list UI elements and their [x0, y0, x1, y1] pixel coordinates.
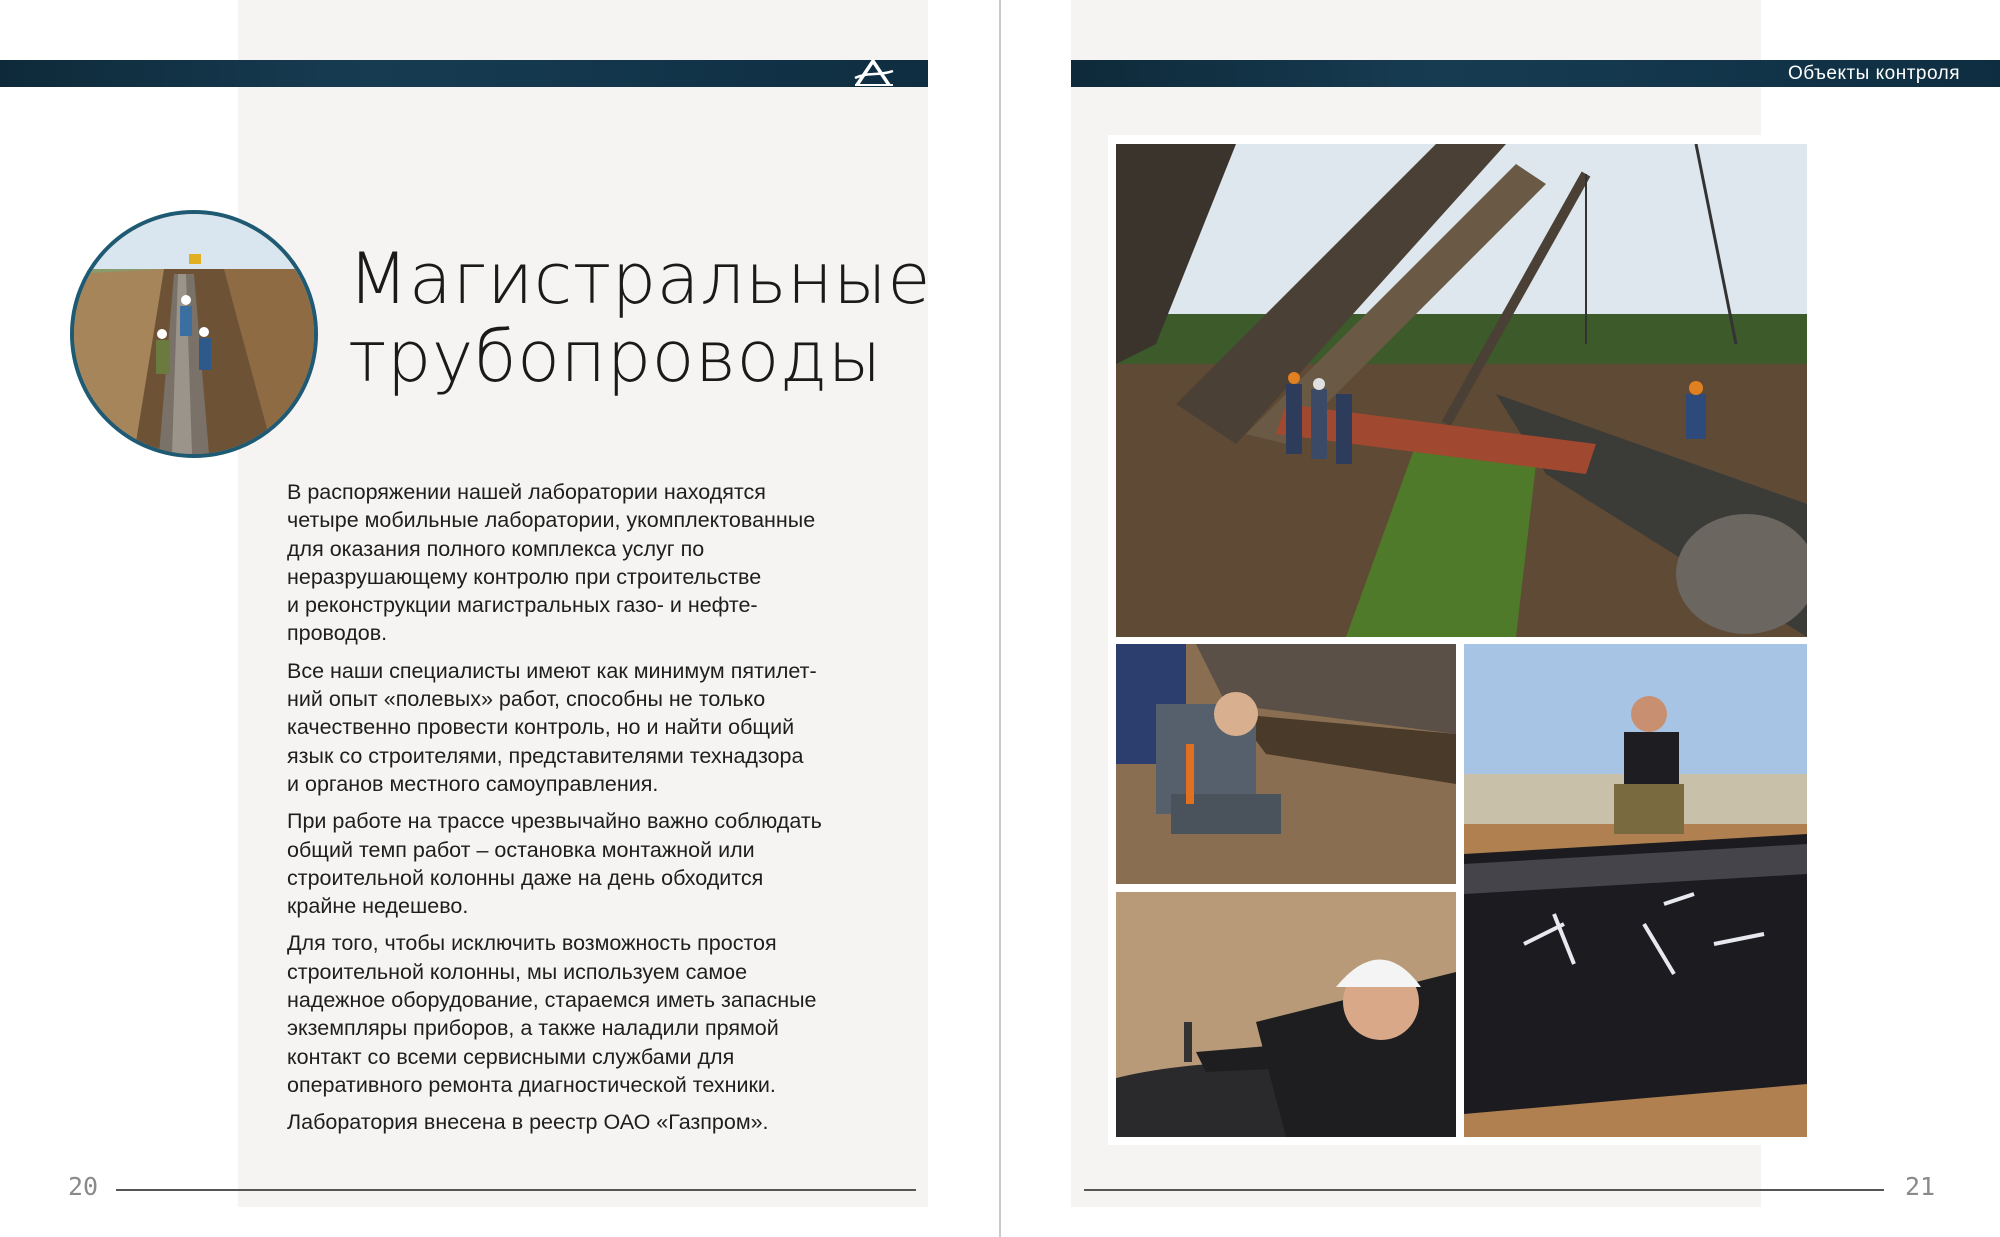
pipelayer-cranes-photo — [1116, 144, 1807, 637]
page-title — [348, 240, 931, 396]
header-band-left — [0, 60, 928, 87]
ultrasonic-testing-photo — [1116, 892, 1456, 1137]
pipeline-trench-photo — [70, 210, 318, 458]
inspector-on-pipe-photo — [1464, 644, 1807, 1137]
paragraph: Лаборатория внесена в реестр ОАО «Газпром». — [287, 1110, 769, 1135]
title-line-2: трубопроводы — [348, 316, 882, 398]
paragraph: В распоряжении нашей лаборатории находятся четыре мобильные лаборатории, укомплектованные для оказания полного комплекса услуг по неразрушающему контролю при строительстве и реконструкции магистральных газо- и нефте- проводов. — [287, 480, 816, 646]
page-gutter — [999, 0, 1001, 1237]
inspectors-at-pipe-photo — [1116, 644, 1456, 884]
company-logo-icon — [853, 58, 895, 88]
title-line-1: Магистральные — [348, 238, 931, 320]
page-number-right: 21 — [1905, 1172, 1936, 1201]
body-text — [287, 478, 907, 1146]
section-title: Объекты контроля — [1787, 63, 1960, 84]
paragraph: При работе на трассе чрезвычайно важно соблюдать общий темп работ – остановка монтажной или строительной колонны даже на день обходится крайне недешево. — [287, 809, 822, 919]
paragraph: Все наши специалисты имеют как минимум пятилет- ний опыт «полевых» работ, способны не только качественно провести контроль, но и найти общий язык со строителями, представителями технадзора и органов местного самоуправления. — [287, 658, 817, 796]
page-number-left: 20 — [68, 1172, 99, 1201]
footer-rule-right — [1084, 1189, 1884, 1191]
footer-rule-left — [116, 1189, 916, 1191]
paragraph: Для того, чтобы исключить возможность простоя строительной колонны, мы используем самое надежное оборудование, стараемся иметь запасные экземпляры приборов, а также наладили прямой контакт со всеми сервисными службами для оперативного ремонта диагностической техники. — [287, 931, 817, 1097]
